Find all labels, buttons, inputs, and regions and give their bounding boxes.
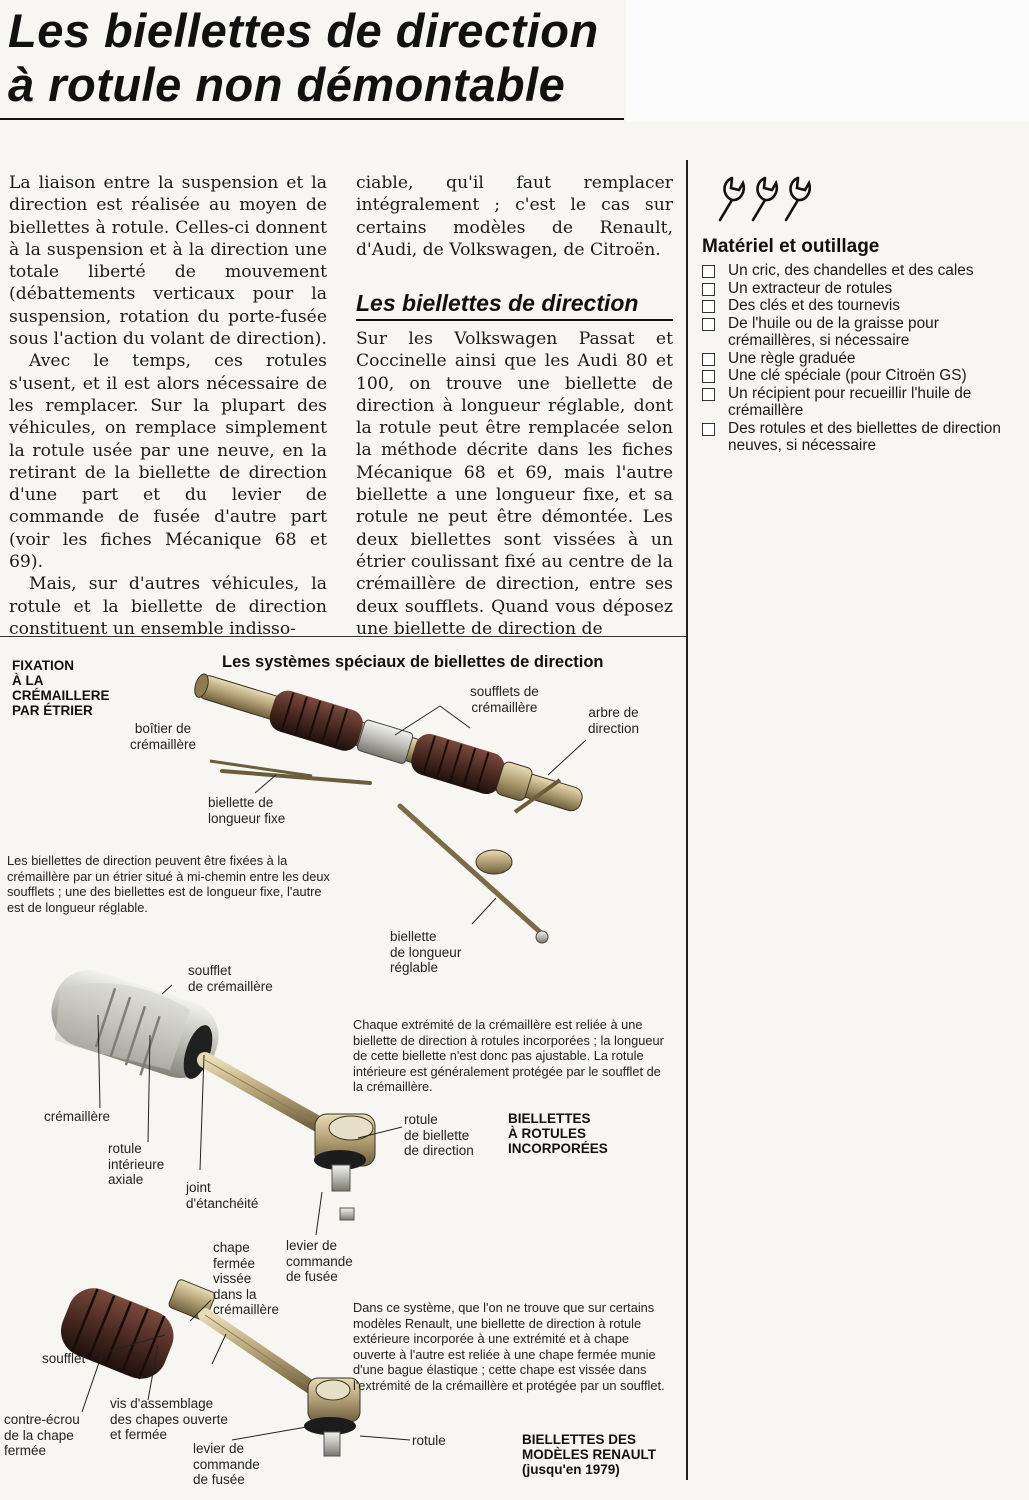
list-item	[702, 420, 1022, 455]
checkbox-icon	[702, 265, 715, 278]
text-column-1	[9, 172, 327, 640]
list-item	[702, 315, 1022, 350]
section-title: Les biellettes de direction	[356, 290, 673, 321]
wrench-icon	[708, 170, 818, 228]
paragraph: Avec le temps, ces rotules s'usent, et il est alors nécessaire de les remplacer. Sur la plupart des véhicules, on remplace simplement la rotule usée par une neuve, en la retirant de la biellette de direction d'une part et du levier de commande de fusée d'autre part (voir les fiches Mécanique 68 et 69).	[9, 351, 327, 573]
figure-2-heading: BIELLETTES À ROTULES INCORPORÉES	[508, 1111, 608, 1156]
checkbox-icon	[702, 283, 715, 296]
label-rotule: rotule	[412, 1433, 446, 1448]
bellows-right	[408, 730, 508, 797]
figure-3-heading: BIELLETTES DES MODÈLES RENAULT (jusqu'en 1979)	[522, 1432, 656, 1477]
figure-1-heading: FIXATION À LA CRÉMAILLERE PAR ÉTRIER	[12, 658, 110, 718]
renault-ball-joint	[304, 1378, 360, 1456]
list-item-label: Un extracteur de rotules	[728, 279, 893, 297]
label-soufflets: soufflets de crémaillère	[470, 684, 539, 715]
list-item-label: Un récipient pour recueillir l'huile de crémaillère	[728, 384, 972, 419]
label-joint: joint d'étanchéité	[186, 1180, 259, 1211]
list-item	[702, 385, 1022, 420]
label-rotule-interieure: rotule intérieure axiale	[108, 1141, 165, 1187]
checkbox-icon	[702, 318, 715, 331]
label-soufflet: soufflet	[42, 1351, 86, 1366]
paragraph: Mais, sur d'autres véhicules, la rotule et la biellette de direction constituent un ensemble indisso-	[9, 574, 327, 639]
checkbox-icon	[702, 423, 715, 436]
label-vis: vis d'assemblage des chapes ouverte et fermée	[110, 1396, 228, 1442]
list-item	[702, 350, 1022, 368]
bellows-left	[266, 687, 366, 754]
checkbox-icon	[702, 353, 715, 366]
paragraph: Sur les Volkswagen Passat et Coccinelle ainsi que les Audi 80 et 100, on trouve une biellette de direction à longueur réglable, dont la rotule peut être remplacée selon la méthode décrite dans les fiches Mécanique 68 et 69, mais l'autre biellette a une longueur fixe, et sa rotule ne peut être démontée. Les deux biellettes sont vissées à un étrier coulissant fixé au centre de la crémaillère de direction, entre ses deux soufflets. Quand vous déposez une biellette de direction de	[356, 329, 673, 639]
list-item-label: Une clé spéciale (pour Citroën GS)	[728, 367, 967, 384]
list-item-label: Des rotules et des biellettes de direction neuves, si nécessaire	[728, 419, 1001, 454]
ball-joint	[314, 1114, 375, 1220]
label-arbre: arbre de direction	[588, 705, 640, 736]
list-item-label: De l'huile ou de la graisse pour crémaillères, si nécessaire	[728, 314, 939, 349]
figure-3-caption: Dans ce système, que l'on ne trouve que sur certains modèles Renault, une biellette de direction à rotule extérieure incorporée à une extrémité et à chape ouverte à l'autre est reliée à une chape fermée munie d'une bague élastique ; cette chape est vissée dans l'extrémité de la crémaillère et protégée par un soufflet.	[353, 1300, 665, 1393]
label-levier-2: levier de commande de fusée	[286, 1238, 353, 1284]
list-item-label: Des clés et des tournevis	[728, 297, 900, 314]
label-cremaillere: crémaillère	[44, 1109, 111, 1124]
label-chape: chape fermée vissée dans la crémaillère	[213, 1240, 280, 1317]
figure-1-caption: Les biellettes de direction peuvent être fixées à la crémaillère par un étrier situé à mi-chemin entre les deux soufflets ; une des biellettes est de longueur fixe, l'autre est de longueur réglable.	[7, 853, 330, 915]
materials-title: Matériel et outillage	[702, 236, 880, 257]
list-item	[702, 297, 1022, 315]
figure-2-caption: Chaque extrémité de la crémaillère est reliée à une biellette de direction à rotules incorporées ; la longueur de cette biellette n'est donc pas ajustable. La rotule intérieure est généralement protégée par le soufflet de la crémaillère.	[353, 1017, 664, 1094]
title-rule	[0, 118, 624, 120]
materials-list	[702, 262, 1022, 455]
corner-box	[626, 0, 1029, 122]
list-item	[702, 367, 1022, 385]
label-contre-ecrou: contre-écrou de la chape fermée	[4, 1412, 80, 1458]
checkbox-icon	[702, 370, 715, 383]
column-divider	[686, 160, 688, 1480]
label-levier-3: levier de commande de fusée	[193, 1441, 260, 1487]
list-item-label: Un cric, des chandelles et des cales	[728, 262, 974, 279]
label-soufflet-cremaillere: soufflet de crémaillère	[188, 963, 273, 994]
checkbox-icon	[702, 388, 715, 401]
paragraph: ciable, qu'il faut remplacer intégralement ; c'est le cas sur certains modèles de Renault, d'Audi, de Volkswagen, de Citroën.	[356, 173, 673, 260]
page-title: Les biellettes de direction à rotule non démontable	[8, 4, 599, 111]
list-item	[702, 280, 1022, 298]
paragraph: La liaison entre la suspension et la direction est réalisée au moyen de biellettes à rotule. Celles-ci donnent à la suspension et à la direction une totale liberté de mouvement (débattements verticaux pour la suspension, rotation du porte-fusée sous l'action du volant de direction).	[9, 173, 327, 350]
label-boitier: boîtier de crémaillère	[130, 721, 197, 752]
list-item-label: Une règle graduée	[728, 349, 856, 367]
text-column-2-bottom	[356, 328, 673, 640]
checkbox-icon	[702, 300, 715, 313]
label-rotule-biellette: rotule de biellette de direction	[404, 1112, 474, 1158]
label-biellette-reglable: biellette de longueur réglable	[390, 929, 462, 975]
figure-title: Les systèmes spéciaux de biellettes de direction	[222, 653, 604, 671]
list-item	[702, 262, 1022, 280]
label-biellette-fixe: biellette de longueur fixe	[208, 795, 286, 826]
text-column-2-top	[356, 172, 673, 261]
